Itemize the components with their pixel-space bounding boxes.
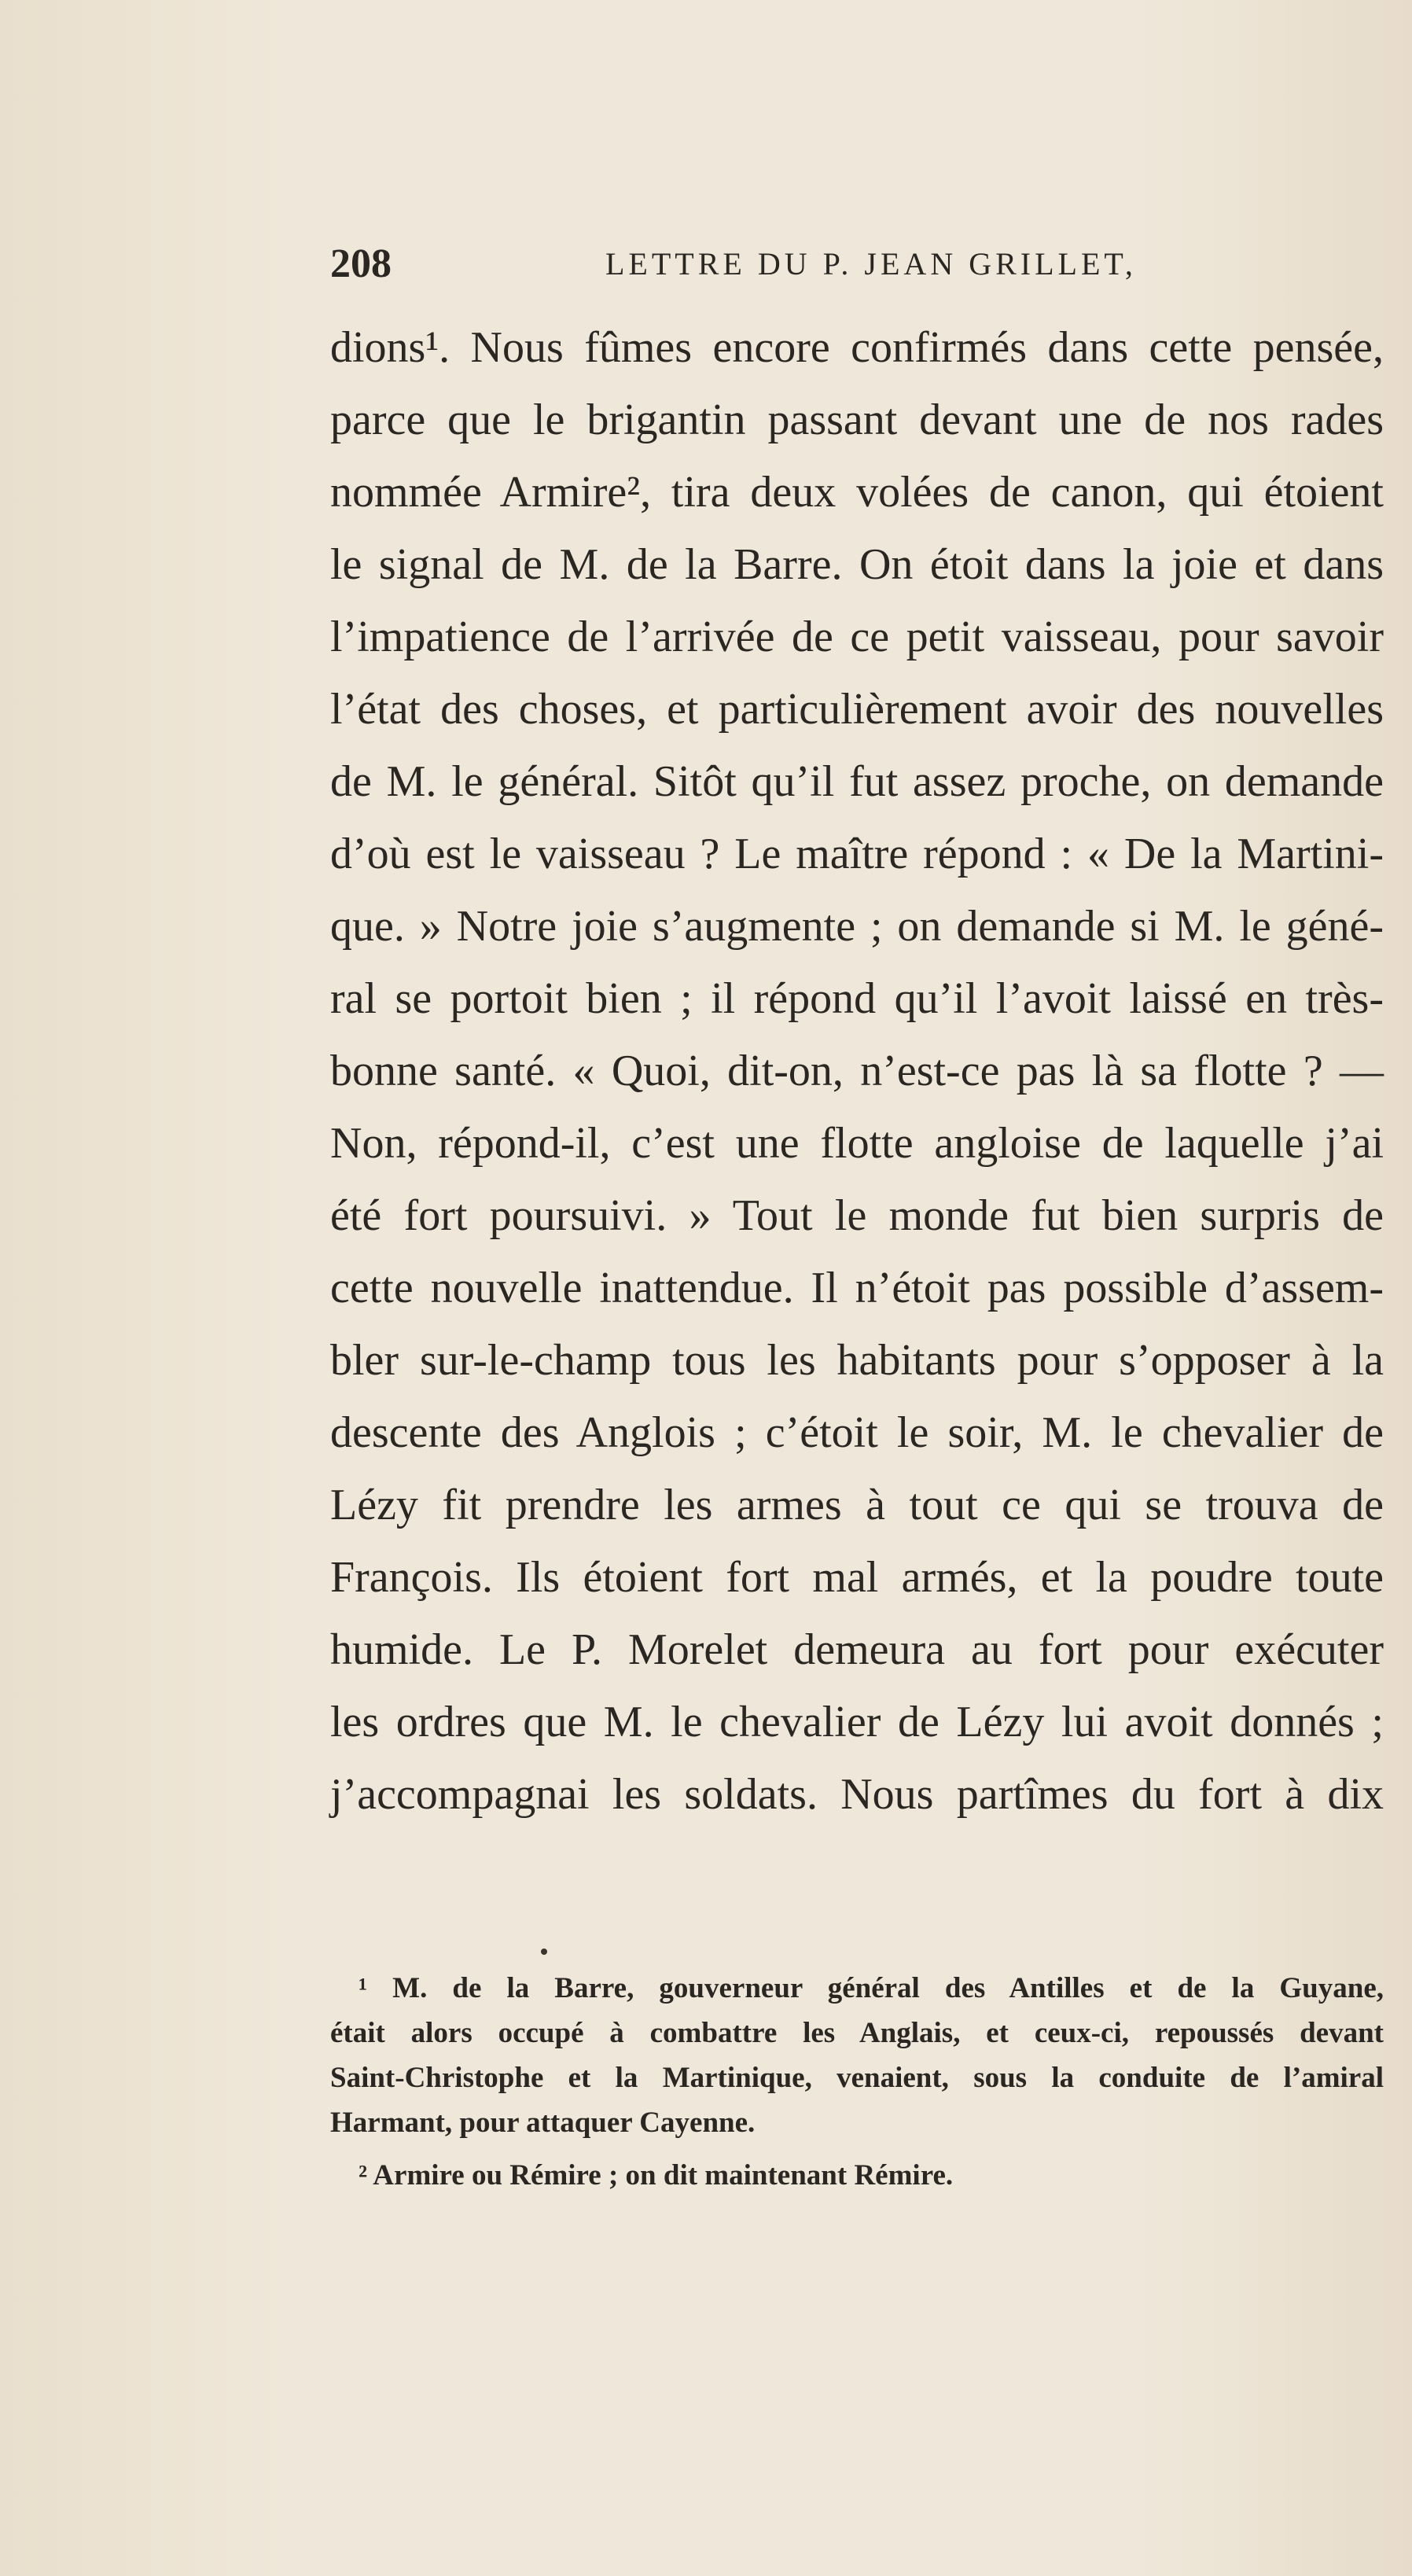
text-line: bonne santé. « Quoi, dit-on, n’est-ce pas là sa flotte ? — bbox=[330, 1047, 1384, 1095]
footnote-1-line: Harmant, pour attaquer Cayenne. bbox=[330, 2107, 756, 2139]
text-line: descente des Anglois ; c’étoit le soir, M. le chevalier de bbox=[330, 1408, 1384, 1457]
text-line: j’accompagnai les soldats. Nous partîmes du fort à dix bbox=[330, 1770, 1384, 1819]
text-line: nommée Armire², tira deux volées de canon, qui étoient bbox=[330, 468, 1384, 517]
footnote-1-line: ¹ M. de la Barre, gouverneur général des Antilles et de la Guyane, bbox=[359, 1972, 1384, 2004]
text-line: François. Ils étoient fort mal armés, et la poudre toute bbox=[330, 1553, 1384, 1602]
body-text bbox=[330, 311, 1384, 1831]
text-line: parce que le brigantin passant devant une de nos rades bbox=[330, 396, 1384, 444]
page-number: 208 bbox=[330, 241, 392, 286]
footnotes bbox=[330, 1966, 1384, 2198]
running-title: LETTRE DU P. JEAN GRILLET, bbox=[605, 246, 1137, 282]
text-line: que. » Notre joie s’augmente ; on demande si M. le géné- bbox=[330, 902, 1384, 951]
text-line: dions¹. Nous fûmes encore confirmés dans cette pensée, bbox=[330, 323, 1384, 372]
text-line: Lézy fit prendre les armes à tout ce qui se trouva de bbox=[330, 1481, 1384, 1529]
footnote-1-line: était alors occupé à combattre les Anglais, et ceux-ci, repoussés devant bbox=[330, 2017, 1384, 2049]
text-line: de M. le général. Sitôt qu’il fut assez proche, on demande bbox=[330, 757, 1384, 806]
text-line: cette nouvelle inattendue. Il n’étoit pas possible d’assem- bbox=[330, 1264, 1384, 1312]
text-line: bler sur-le-champ tous les habitants pour s’opposer à la bbox=[330, 1336, 1384, 1385]
footnote-2: ² Armire ou Rémire ; on dit maintenant Rémire. bbox=[359, 2159, 954, 2191]
text-line: été fort poursuivi. » Tout le monde fut bien surpris de bbox=[330, 1191, 1384, 1240]
text-line: l’impatience de l’arrivée de ce petit vaisseau, pour savoir bbox=[330, 613, 1384, 661]
text-line: ral se portoit bien ; il répond qu’il l’avoit laissé en très- bbox=[330, 974, 1384, 1023]
text-line: d’où est le vaisseau ? Le maître répond : « De la Martini- bbox=[330, 830, 1384, 878]
footnote-1-line: Saint-Christophe et la Martinique, venaient, sous la conduite de l’amiral bbox=[330, 2062, 1384, 2094]
running-head bbox=[330, 233, 1384, 296]
text-line: l’état des choses, et particulièrement avoir des nouvelles bbox=[330, 685, 1384, 734]
text-line: le signal de M. de la Barre. On étoit dans la joie et dans bbox=[330, 540, 1384, 589]
text-line: Non, répond-il, c’est une flotte angloise de laquelle j’ai bbox=[330, 1119, 1384, 1168]
footnote-separator-dot bbox=[541, 1949, 547, 1955]
text-line: humide. Le P. Morelet demeura au fort pour exécuter bbox=[330, 1625, 1384, 1674]
text-line: les ordres que M. le chevalier de Lézy lui avoit donnés ; bbox=[330, 1698, 1384, 1746]
